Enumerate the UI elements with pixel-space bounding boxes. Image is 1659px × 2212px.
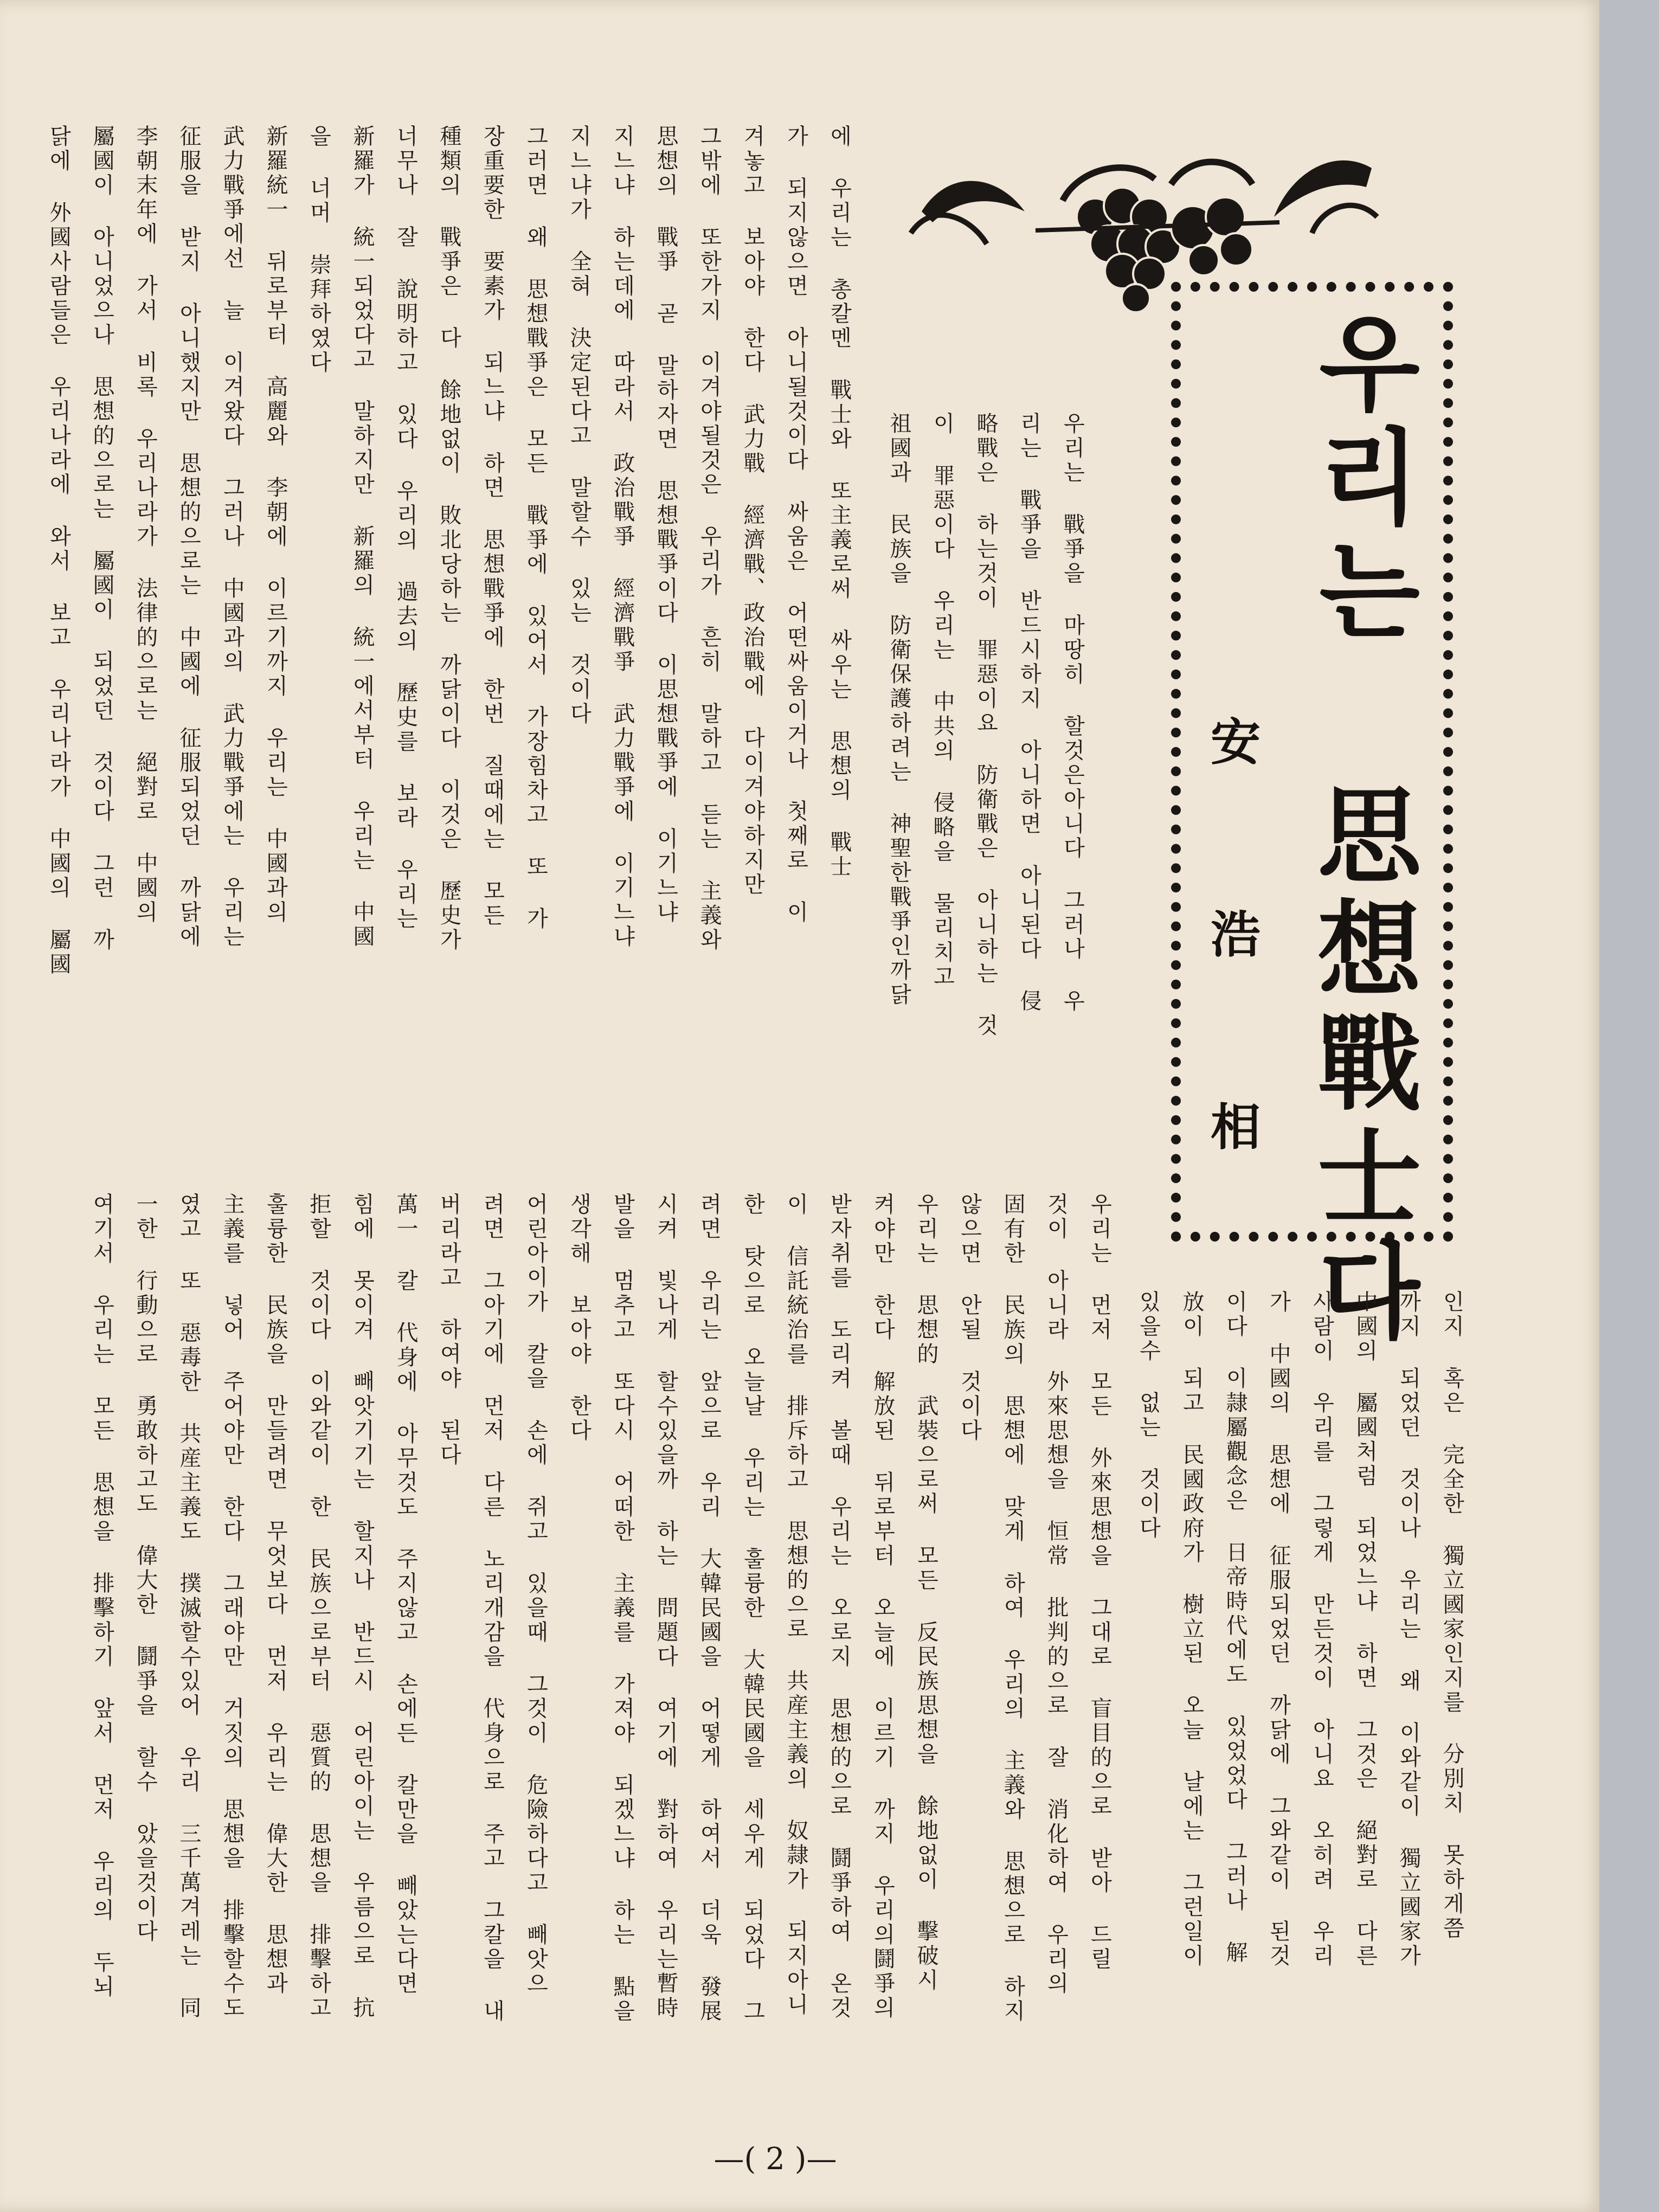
text-column: 버리라고 하여야 된다: [436, 1193, 461, 1468]
text-column: 中國의 屬國처럼 되었느냐 하면 그것은 絕對로 다른: [1353, 1290, 1378, 1969]
text-column: 一한 行動으로 勇敢하고도 偉大한 鬪爭을 할수 았을것이다: [133, 1193, 158, 1944]
article-author: 安 浩 相: [1203, 716, 1261, 1193]
text-column: 시켜 빛나게 할수있을까 하는 問題다 여기에 對하여 우리는暫時: [653, 1193, 678, 2021]
text-column: 萬一 칼 代身에 아무것도 주지않고 손에든 칼만을 빼았는다면: [393, 1193, 418, 1996]
text-column: 이 信託統治를 排斥하고 思想的으로 共産主義의 奴隷가 되지아니: [783, 1193, 808, 2017]
text-column: 리는 戰爭을 반드시하지 아니하면 아니된다 侵: [1017, 412, 1041, 1014]
text-column: 지느냐가 全혀 決定된다고 말할수 있는 것이다: [567, 125, 591, 726]
text-column: 것이 아니라 外來思想을 恒常 批判的으로 잘 消化하여 우리의: [1044, 1193, 1069, 1996]
text-column: 種類의 戰爭은 다 餘地없이 敗北당하는 까닭이다 이것은 歷史가: [436, 125, 461, 953]
text-column: 까지 되었던 것이나 우리는 왜 이와같이 獨立國家가: [1396, 1290, 1421, 1969]
text-column: 생각해 보아야 한다: [567, 1193, 591, 1443]
text-column: 사람이 우리를 그렇게 만든것이 아니요 오히려 우리: [1309, 1290, 1334, 1969]
text-column: 征服을 받지 아니했지만 思想的으로는 中國에 征服되었던 까닭에: [176, 125, 201, 949]
text-column: 우리는 戰爭을 마땅히 할것은아니다 그러나 우: [1060, 412, 1085, 1014]
text-column: 가 되지않으면 아니될것이다 싸움은 어떤싸움이거나 첫째로 이: [783, 125, 808, 925]
text-column: 우리는 먼저 모든 外來思想을 그대로 盲目的으로 받아 드릴: [1087, 1193, 1112, 1972]
text-column: 新羅가 統一되었다고 말하지만 新羅의 統一에서부터 우리는 中國: [350, 125, 375, 949]
text-column: 放이 되고 民國政府가 樹立된 오늘 날에는 그런일이: [1179, 1290, 1204, 1969]
text-column: 이 罪惡이다 우리는 中共의 侵略을 물리치고: [930, 412, 955, 989]
page-backing: [1599, 0, 1659, 2212]
text-column: 이다 이隷屬觀念은 日帝時代에도 있었었다 그러나 解: [1223, 1290, 1248, 1965]
text-column: 려면 우리는 앞으로 우리 大韓民國을 어떻게 하여서 더욱 發展: [697, 1193, 722, 2024]
text-column: 있을수 없는 것이다: [1136, 1290, 1161, 1541]
text-column: 李朝末年에 가서 비록 우리나라가 法律的으로는 絕對로 中國의: [133, 125, 158, 925]
text-column: 한 탓으로 오늘날 우리는 훌륭한 大韓民國을 세우게 되었다 그: [740, 1193, 765, 2024]
text-column: 思想의 戰爭 곧 말하자면 思想戰爭이다 이思想戰爭에 이기느냐: [653, 125, 678, 925]
text-column: 屬國이 아니었으나 思想的으로는 屬國이 되었던 것이다 그런 까: [89, 125, 114, 953]
text-column: 여기서 우리는 모든 思想을 排擊하기 앞서 먼저 우리의 두뇌: [89, 1193, 114, 1999]
text-column: 主義를 넣어 주어야만 한다 그래야만 거짓의 思想을 排擊할수도: [220, 1193, 245, 2021]
text-column: 켜야만 한다 解放된 뒤로부터 오늘에 이르기 까지 우리의鬪爭의: [870, 1193, 895, 2021]
text-column: 固有한 民族의 思想에 맞게 하여 우리의 主義와 思想으로 하지: [1000, 1193, 1025, 2024]
text-column: 우리는 思想的 武裝으로써 모든 反民族思想을 餘地없이 擊破시: [914, 1193, 938, 1993]
text-column: 을 너머 崇拜하였다: [306, 125, 331, 375]
page-number: —( 2 )—: [713, 2142, 837, 2177]
text-column: 그밖에 또한가지 이겨야될것은 우리가 흔히 말하고 듣는 主義와: [697, 125, 722, 953]
text-column: 에 우리는 총칼멘 戰士와 또主義로써 싸우는 思想의 戰士: [827, 125, 852, 879]
text-column: 훌륭한 民族을 만들려면 무엇보다 먼저 우리는 偉大한 思想과: [263, 1193, 288, 1996]
text-column: 받자취를 도리켜 볼때 우리는 오로지 思想的으로 鬪爭하여 온것: [827, 1193, 852, 2021]
text-column: 祖國과 民族을 防衛保護하려는 神聖한戰爭인까닭: [886, 412, 911, 1007]
text-column: 인지 혹은 完全한 獨立國家인지를 分別치 못하게쯤: [1439, 1290, 1464, 1941]
text-column: 가 中國의 思想에 征服되었던 까닭에 그와같이 된것: [1266, 1290, 1291, 1969]
text-column: 略戰은 하는것이 罪惡이요 防衛戰은 아니하는 것: [973, 412, 998, 1038]
text-column: 너무나 잘 說明하고 있다 우리의 過去의 歷史를 보라 우리는: [393, 125, 418, 931]
text-column: 발을 멈추고 또다시 어떠한 主義를 가져야 되겠느냐 하는 點을: [610, 1193, 635, 2024]
text-column: 닭에 外國사람들은 우리나라에 와서 보고 우리나라가 中國의 屬國: [46, 125, 71, 977]
text-column: 힘에 못이겨 빼앗기기는 할지나 반드시 어린아이는 우름으로 抗: [350, 1193, 375, 2021]
text-column: 어린아이가 칼을 손에 쥐고 있을때 그것이 危險하다고 빼앗으: [523, 1193, 548, 1996]
text-column: 武力戰爭에선 늘 이겨왔다 그러나 中國과의 武力戰爭에는 우리는: [220, 125, 245, 949]
text-column: 그러면 왜 思想戰爭은 모든 戰爭에 있어서 가장힘차고 또 가: [523, 125, 548, 931]
text-column: 않으면 안될 것이다: [957, 1193, 982, 1443]
text-column: 장重要한 要素가 되느냐 하면 思想戰爭에 한번 질때에는 모든: [480, 125, 505, 928]
text-column: 지느냐 하는데에 따라서 政治戰爭 經濟戰爭 武力戰爭에 이기느냐: [610, 125, 635, 949]
text-column: 拒할 것이다 이와같이 한 民族으로부터 惡質的 思想을 排擊하고: [306, 1193, 331, 2021]
text-column: 려면 그아기에 먼저 다른 노리개감을 代身으로 주고 그칼을 내: [480, 1193, 505, 2024]
text-column: 겨놓고 보아야 한다 武力戰 經濟戰、政治戰에 다이겨야하지만: [740, 125, 765, 897]
text-column: 였고 또 惡毒한 共産主義도 撲滅할수있어 우리 三千萬겨레는 同: [176, 1193, 201, 2021]
article-title: 우리는 思想戰士다: [1300, 309, 1420, 1351]
text-column: 新羅統一 뒤로부터 高麗와 李朝에 이르기까지 우리는 中國과의: [263, 125, 288, 925]
